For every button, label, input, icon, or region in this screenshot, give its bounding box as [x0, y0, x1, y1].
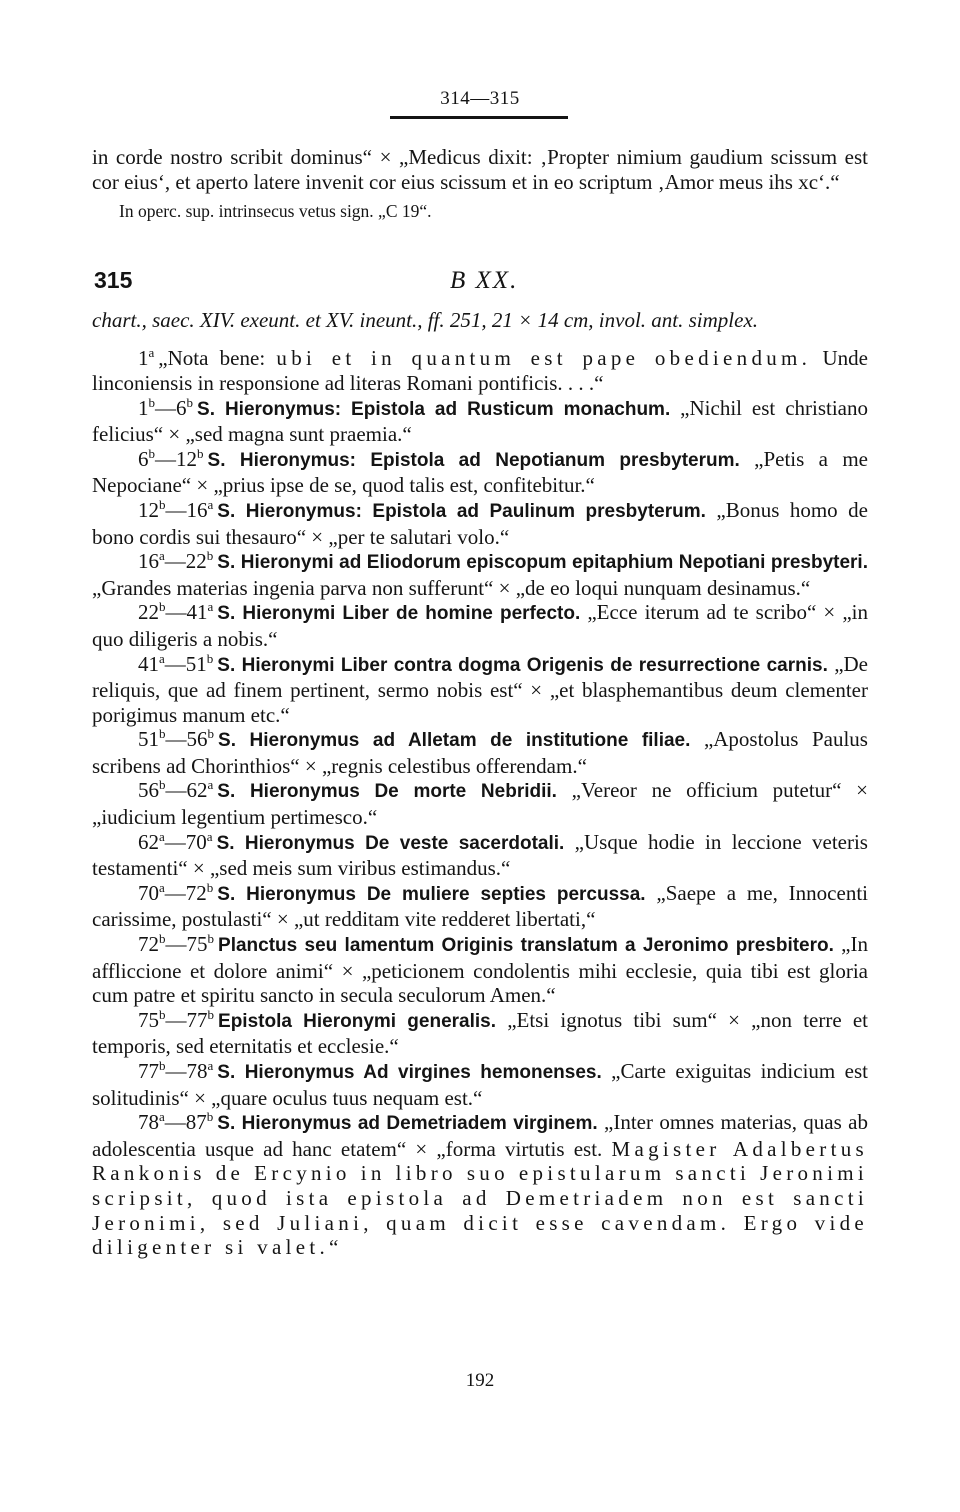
folio-start-side: b [159, 496, 166, 512]
range-dash: — [165, 727, 187, 752]
folio-end: 78 [186, 1059, 208, 1083]
folio-start: 51 [138, 727, 159, 752]
range-dash: — [165, 778, 187, 803]
folio-range [138, 600, 213, 624]
folio-start: 41 [138, 651, 159, 676]
entry-text: „Grandes materias ingenia parva non sufferunt“ × „de eo loqui nunquam desinamus.“ [92, 575, 811, 600]
folio-range [138, 1059, 213, 1083]
folio-end: 12 [176, 446, 198, 471]
folio-end: 6 [176, 395, 187, 420]
folio-end-side: b [206, 879, 214, 895]
range-dash: — [155, 446, 177, 471]
contents-entry [92, 1110, 868, 1260]
range-dash: — [165, 1059, 187, 1083]
folio-end-side: b [206, 548, 214, 564]
folio-start: 12 [138, 497, 159, 522]
range-dash: — [164, 549, 186, 574]
folio-start-side: b [148, 394, 156, 410]
running-head: 314—315 [440, 88, 520, 109]
entry-title: S. Hieronymus: Epistola ad Paulinum presbyterum. [217, 500, 706, 522]
folio-start: 1 [138, 346, 149, 371]
folio-start-side: b [159, 726, 166, 742]
entry-title: S. Hieronymi Liber contra dogma Origenis de resurrectione carnis. [217, 654, 828, 676]
folio-range [138, 778, 213, 802]
entry-title: Planctus seu lamentum Originis translatum a Jeronimo presbitero. [218, 935, 834, 957]
range-dash: — [165, 600, 187, 625]
folio-end: 41 [186, 600, 208, 625]
folio-start: 77 [138, 1059, 159, 1083]
entry-text: „Etsi ignotus tibi sum“ × „non terre et temporis, sed eternitatis et ecclesie.“ [92, 1007, 868, 1059]
folio-start-side: a [159, 1109, 165, 1125]
folio-range [138, 1008, 214, 1032]
range-dash: — [164, 880, 186, 905]
contents-entry [92, 346, 868, 395]
folio-range [138, 396, 193, 420]
entry-note-spaced: Magister Adalbertus Rankonis de Ercynio in libro suo epistularum sancti Jeronimi scripsit, quod ista epistola ad Demetriadem non est sancti Jeronimi, sed Juliani, quam dicit esse cavendam. Ergo vide diligenter si valet.“ [92, 1136, 868, 1260]
range-dash: — [164, 829, 186, 854]
folio-range [138, 447, 204, 471]
continuation-text: in corde nostro scribit dominus“ × „Medicus dixit: ‚Propter nimium gaudium scissum est cor eius‘, et aperto latere invenit cor eius scissum et in eo scriptum ‚Amor meus ihs xc‘.“ [92, 145, 868, 194]
entry-text: „De reliquis, que ad finem pertinent, sermo nobis est“ × „et blasphemantibus deum clementer porigimus manum etc.“ [92, 651, 869, 727]
record-signature: B XX. [450, 266, 519, 294]
folio-start: 70 [138, 880, 159, 905]
contents-list [92, 346, 868, 1259]
range-dash: — [164, 651, 186, 676]
folio-end: 75 [186, 932, 208, 957]
entry-text: „Vereor ne officium putetur“ × „iudicium legentium pertimesco.“ [92, 778, 868, 830]
entry-text: „Usque hodie in leccione veteris testamenti“ × „sed meis sum viribus estimandus.“ [92, 829, 868, 881]
entry-incipit-lead: „Nota bene: [158, 346, 277, 371]
contents-entry [92, 652, 868, 728]
contents-entry [92, 881, 868, 932]
folio-start: 16 [138, 549, 159, 574]
folio-start: 62 [138, 829, 159, 854]
contents-entry [92, 498, 868, 549]
entry-title: S. Hieronymus De muliere septies percussa. [217, 883, 646, 905]
entry-title: S. Hieronymi Liber de homine perfecto. [217, 603, 581, 625]
head-rule [390, 116, 568, 119]
folio-end-side: b [207, 726, 215, 742]
folio-end-side: b [207, 931, 215, 947]
contents-entry [92, 447, 868, 498]
contents-entry [92, 600, 868, 651]
folio-start-side: b [159, 777, 166, 793]
entry-text: „Bonus homo de bono cordis sui thesauro“ × „per te salutari volo.“ [92, 497, 868, 549]
folio-start-side: b [159, 1058, 166, 1073]
range-dash: — [164, 1110, 186, 1135]
folio-end: 22 [185, 549, 207, 574]
folio-start-side: b [159, 931, 166, 947]
folio-start: 1 [138, 395, 149, 420]
folio-range [138, 830, 213, 854]
contents-entry [92, 1008, 868, 1059]
folio-start-side: b [148, 445, 156, 461]
entry-text: „Petis a me Nepociane“ × „prius ipse de se, quod talis est, confitebitur.“ [92, 446, 868, 498]
contents-entry [92, 1059, 868, 1110]
entry-text: „Nichil est christiano felicius“ × „sed magna sunt praemia.“ [92, 395, 869, 447]
entry-title: S. Hieronymus: Epistola ad Nepotianum presbyterum. [207, 449, 740, 471]
folio-end-side: b [207, 1006, 215, 1022]
folio-start: 72 [138, 932, 159, 957]
entry-text: Unde linconiensis in responsione ad literas Romani pontificis. . . .“ [92, 346, 868, 395]
folio-end-side: a [207, 777, 214, 793]
entry-title: S. Hieronymus: Epistola ad Rusticum monachum. [197, 398, 671, 420]
contents-entry [92, 830, 868, 881]
page-number: 192 [465, 1370, 495, 1391]
folio-start-side: a [159, 828, 165, 844]
folio-end: 87 [185, 1110, 207, 1135]
folio-end: 77 [186, 1007, 208, 1032]
entry-title: S. Hieronymus ad Demetriadem virginem. [217, 1113, 598, 1135]
folio-start-side: b [159, 1006, 166, 1022]
folio-end: 72 [185, 880, 207, 905]
folio-end: 16 [186, 497, 208, 522]
folio-end: 62 [186, 778, 208, 803]
entry-text: „Apostolus Paulus scribens ad Chorinthios“ × „regnis celestibus offerendam.“ [92, 727, 868, 778]
entry-title: S. Hieronymus ad Alletam de institutione filiae. [218, 730, 691, 752]
folio-range [138, 881, 213, 905]
folio-range [138, 652, 213, 676]
folio-range [138, 346, 154, 370]
continuation-note: In operc. sup. intrinsecus vetus sign. „C 19“. [119, 201, 432, 222]
folio-end-side: b [206, 1109, 214, 1125]
entry-text: „Inter omnes materias, quas ab adolescentia usque ad hanc etatem“ × „forma virtutis est. [92, 1110, 868, 1161]
folio-range [138, 1110, 213, 1134]
page-body [92, 145, 868, 1260]
folio-start: 22 [138, 600, 159, 625]
record-description: chart., saec. XIV. exeunt. et XV. ineunt., ff. 251, 21 × 14 cm, invol. ant. simplex. [92, 307, 759, 332]
entry-title: Epistola Hieronymi generalis. [218, 1010, 496, 1032]
entry-text: „Carte exiguitas indicium est solitudinis“ × „quare oculus tuus nequam est.“ [92, 1059, 868, 1110]
entry-title: S. Hieronymi ad Eliodorum episcopum epitaphium Nepotiani presbyteri. [217, 552, 868, 574]
entry-text: „Saepe a me, Innocenti carissime, postulasti“ × „ut redditam vite redderet libertati,“ [92, 880, 868, 932]
folio-start-side: a [159, 879, 165, 895]
folio-end-side: b [206, 650, 214, 666]
range-dash: — [155, 395, 177, 420]
folio-end: 51 [185, 651, 207, 676]
range-dash: — [165, 932, 187, 957]
entry-spaced-text: ubi et in quantum est pape obediendum. [276, 346, 812, 371]
contents-entry [92, 727, 868, 778]
folio-start: 75 [138, 1007, 159, 1032]
folio-start-side: b [159, 599, 166, 615]
contents-entry [92, 778, 868, 829]
folio-range [138, 932, 214, 956]
folio-end-side: b [186, 394, 194, 410]
entry-title: S. Hieronymus De veste sacerdotali. [216, 832, 565, 854]
entry-title: S. Hieronymus De morte Nebridii. [217, 781, 557, 803]
record-number: 315 [94, 266, 133, 293]
contents-entry [92, 549, 868, 600]
folio-start-side: a [159, 650, 165, 666]
entry-title: S. Hieronymus Ad virgines hemonenses. [217, 1062, 602, 1083]
record-heading [92, 268, 868, 298]
folio-end-side: a [207, 599, 214, 615]
folio-range [138, 549, 213, 573]
entry-text: „Ecce iterum ad te scribo“ × „in quo diligeris a nobis.“ [92, 600, 869, 651]
contents-entry [92, 932, 868, 1008]
folio-end: 56 [186, 727, 208, 752]
folio-start-side: a [159, 548, 165, 564]
folio-start: 56 [138, 778, 159, 803]
folio-end-side: b [197, 445, 204, 461]
entry-text: „In affliccione et dolore animi“ × „peticionem condolentis mihi ecclesie, quia tibi est gloria cum patre et spiritu sancto in secula seculorum Amen.“ [92, 932, 868, 1008]
contents-entry [92, 396, 868, 447]
folio-end-side: a [207, 496, 214, 512]
folio-end-side: a [207, 1058, 214, 1073]
range-dash: — [165, 497, 187, 522]
folio-start-side: a [148, 345, 155, 361]
folio-range [138, 727, 214, 751]
range-dash: — [165, 1007, 187, 1032]
folio-end-side: a [206, 828, 213, 844]
folio-start: 6 [138, 446, 149, 471]
folio-start: 78 [138, 1110, 159, 1135]
folio-range [138, 498, 213, 522]
folio-end: 70 [185, 829, 207, 854]
